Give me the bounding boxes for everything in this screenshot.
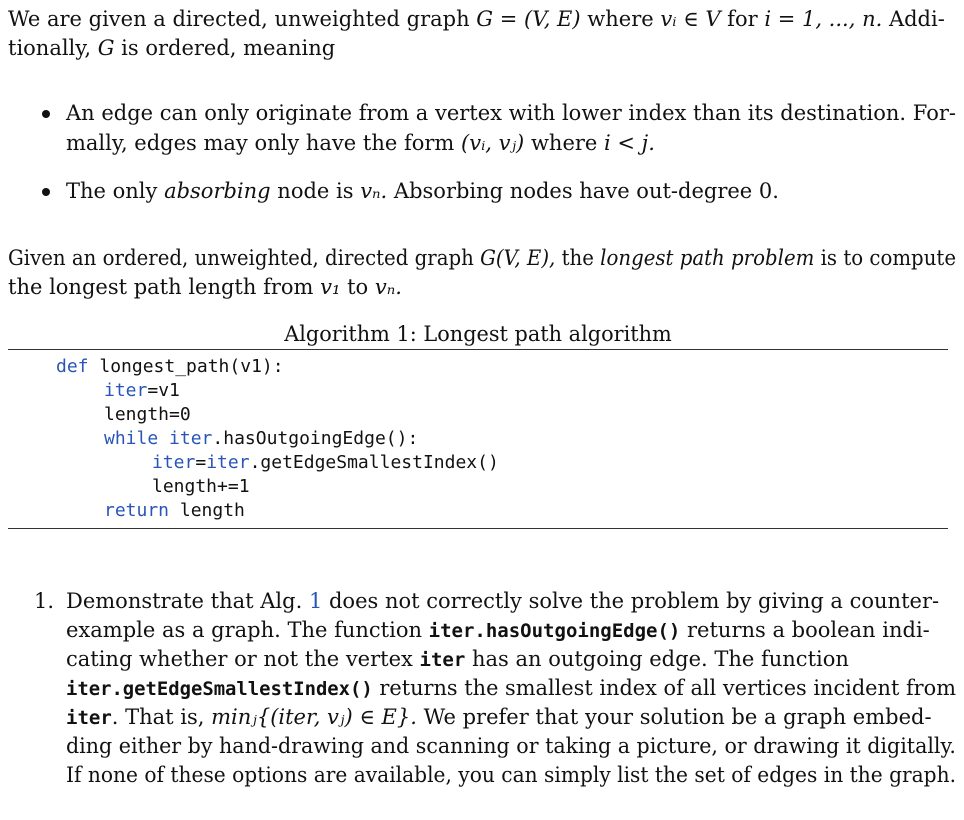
question-text: ding either by hand-drawing and scanning or taking a picture, or drawing it digitally. <box>66 734 956 758</box>
question-text: does not correctly solve the problem by giving a counter- <box>322 589 940 613</box>
intro-text: for <box>720 7 765 31</box>
intro-text: tionally, <box>8 36 98 60</box>
code-keyword: iter <box>169 428 213 449</box>
question-text: has an outgoing edge. The function <box>465 647 849 671</box>
code-line-1 <box>56 358 284 376</box>
question-line-2 <box>66 620 930 641</box>
math-vn: vₙ. <box>374 275 402 299</box>
bullet-1-line-1 <box>66 103 956 124</box>
code-inline: iter <box>419 649 466 671</box>
code-keyword: while <box>104 428 159 449</box>
question-text: cating whether or not the vertex <box>66 647 420 671</box>
problem-text: Given an ordered, unweighted, directed graph <box>8 246 481 270</box>
question-number: 1. <box>34 589 55 613</box>
code-text: length <box>169 500 245 521</box>
code-line-7 <box>104 502 245 520</box>
math-vn: vₙ. <box>360 179 388 203</box>
code-line-6 <box>152 478 250 496</box>
question-text: If none of these options are available, you can simply list the set of edges in the graph. <box>66 763 957 787</box>
bullet-text: where <box>524 131 605 155</box>
code-keyword: iter <box>104 380 148 401</box>
question-line-7 <box>66 765 956 786</box>
code-text: .getEdgeSmallestIndex() <box>249 452 499 473</box>
emphasis-longest-path-problem: longest path problem <box>600 246 815 270</box>
problem-text: the <box>555 246 601 270</box>
math-graph-def: G = (V, E) <box>476 7 581 31</box>
question-line-5 <box>66 707 932 728</box>
problem-text: the longest path length from <box>8 275 321 299</box>
intro-text: Addi- <box>882 7 945 31</box>
question-line-1 <box>66 591 939 612</box>
problem-line-1 <box>8 248 956 269</box>
question-line-4 <box>66 678 956 699</box>
code-text: .hasOutgoingEdge(): <box>212 428 419 449</box>
question-text: returns the smallest index of all vertices incident from <box>372 676 957 700</box>
intro-text: is ordered, meaning <box>114 36 336 60</box>
code-text: =v1 <box>147 380 180 401</box>
bullet-text: An edge can only originate from a vertex with lower index than its destination. For- <box>66 101 956 125</box>
math-index-order: i < j. <box>604 131 655 155</box>
code-text: longest_path(v1): <box>88 356 284 377</box>
code-text: = <box>195 452 207 473</box>
question-text: example as a graph. The function <box>66 618 429 642</box>
math-G: G <box>97 36 115 60</box>
code-line-5 <box>152 454 499 472</box>
math-edge-form: (vᵢ, vⱼ) <box>461 131 525 155</box>
code-keyword: return <box>104 500 170 521</box>
intro-line-2 <box>8 38 335 59</box>
algorithm-reference-link[interactable]: 1 <box>308 589 323 613</box>
bullet-text: mally, edges may only have the form <box>66 131 462 155</box>
question-text: . That is, <box>111 705 212 729</box>
problem-line-2 <box>8 277 402 298</box>
bullet-marker <box>42 188 50 196</box>
problem-text: is to compute <box>814 246 957 270</box>
algorithm-bottom-rule <box>8 528 948 529</box>
bullet-text: The only <box>66 179 165 203</box>
code-line-3 <box>104 406 191 424</box>
question-text: Demonstrate that Alg. <box>66 589 309 613</box>
code-keyword: iter <box>152 452 196 473</box>
code-keyword: iter <box>206 452 250 473</box>
algorithm-top-rule <box>8 349 948 350</box>
question-line-3 <box>66 649 849 670</box>
bullet-1-line-2 <box>66 133 655 154</box>
problem-text: to <box>340 275 375 299</box>
bullet-text: node is <box>270 179 361 203</box>
algorithm-caption: Algorithm 1: Longest path algorithm <box>284 322 672 346</box>
question-line-6 <box>66 736 956 757</box>
math-vertex-membership: vᵢ ∈ V <box>660 7 721 31</box>
code-text: length+=1 <box>152 476 250 497</box>
code-text: length=0 <box>104 404 191 425</box>
intro-text: We are given a directed, unweighted graph <box>8 7 477 31</box>
code-inline: iter.getEdgeSmallestIndex() <box>66 678 373 700</box>
math-graph: G(V, E), <box>480 246 556 270</box>
code-inline: iter <box>66 707 112 729</box>
bullet-2-line-1 <box>66 181 779 202</box>
intro-text: where <box>580 7 661 31</box>
question-text: We prefer that your solution be a graph embed- <box>416 705 932 729</box>
bullet-marker <box>42 110 50 118</box>
code-line-4 <box>104 430 418 448</box>
code-keyword: def <box>56 356 89 377</box>
emphasis-absorbing: absorbing <box>164 179 271 203</box>
bullet-text: Absorbing nodes have out-degree 0. <box>387 179 779 203</box>
code-line-2 <box>104 382 180 400</box>
math-index-range: i = 1, ..., n. <box>764 7 883 31</box>
math-min-expression: minⱼ{(iter, vⱼ) ∈ E}. <box>211 705 417 729</box>
question-text: returns a boolean indi- <box>680 618 930 642</box>
intro-line-1 <box>8 9 945 30</box>
math-v1: v₁ <box>320 275 341 299</box>
code-inline: iter.hasOutgoingEdge() <box>428 620 681 642</box>
